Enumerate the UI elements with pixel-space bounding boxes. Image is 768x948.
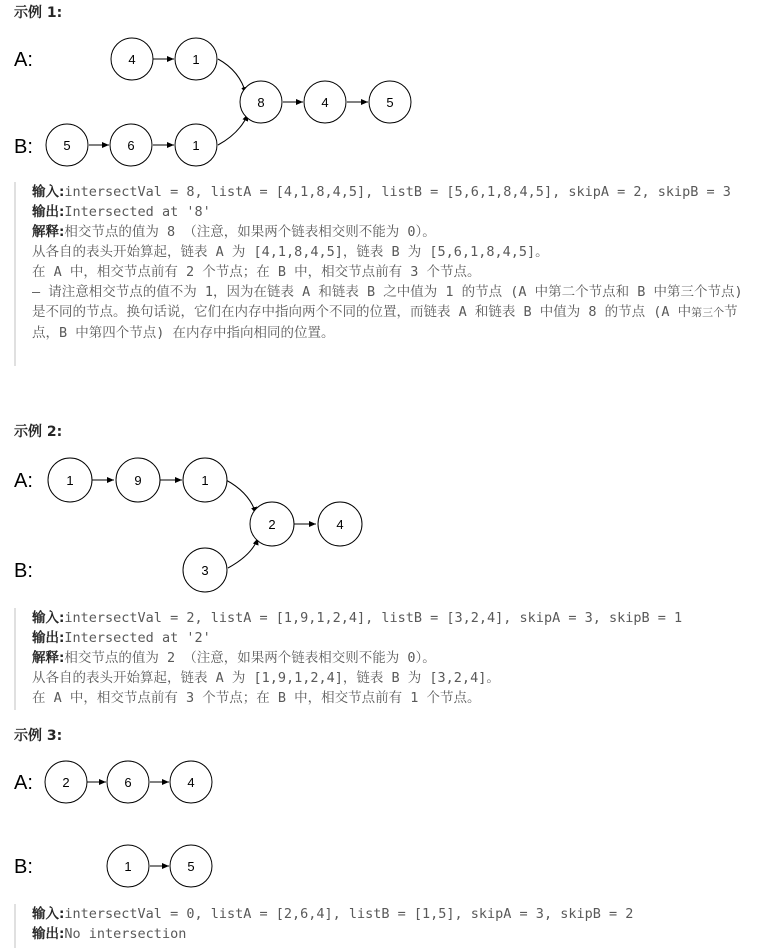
example-3-diagram (0, 750, 260, 904)
node-c2 (318, 502, 362, 546)
svg-text:1: 1 (201, 473, 209, 488)
list-a-label: A: (14, 49, 33, 71)
explain-line (32, 648, 754, 668)
output-line (32, 202, 754, 222)
edge (218, 114, 248, 145)
svg-text:4: 4 (336, 517, 344, 532)
svg-text:1: 1 (192, 52, 200, 67)
input-line (32, 182, 754, 202)
output-value: Intersected at '2' (64, 630, 211, 646)
node-b1 (46, 124, 88, 166)
example-2-block (14, 608, 754, 710)
input-value: intersectVal = 8, listA = [4,1,8,4,5], listB = [5,6,1,8,4,5], skipA = 2, skipB = 3 (64, 184, 731, 200)
list-a-label: A: (14, 470, 33, 492)
svg-text:1: 1 (192, 138, 200, 153)
output-value: No intersection (64, 926, 187, 942)
list-b-label: B: (14, 856, 33, 878)
node-b2 (170, 845, 212, 887)
explain-line (32, 222, 754, 242)
explain-text: 在 A 中，相交节点前有 3 个节点；在 B 中，相交节点前有 1 个节点。 (32, 690, 481, 706)
svg-text:9: 9 (134, 473, 142, 488)
list-b-label: B: (14, 136, 33, 158)
node-a1 (48, 458, 92, 502)
explain-label: 解释: (32, 650, 65, 666)
svg-text:5: 5 (187, 859, 195, 874)
node-a2 (116, 458, 160, 502)
svg-text:3: 3 (201, 563, 209, 578)
svg-text:2: 2 (268, 517, 276, 532)
node-a2 (175, 38, 217, 80)
explain-text: 从各自的表头开始算起，链表 A 为 [4,1,8,4,5]，链表 B 为 [5,6,1,8,4,5]。 (32, 244, 549, 260)
example-3-block (14, 904, 754, 948)
node-c1 (240, 81, 282, 123)
output-label: 输出: (32, 204, 65, 220)
example-1-title: 示例 1: (14, 5, 63, 21)
node-c1 (250, 502, 294, 546)
output-value: Intersected at '8' (64, 204, 211, 220)
output-label: 输出: (32, 630, 65, 646)
example-1-diagram (0, 26, 440, 180)
example-1-block (14, 182, 754, 366)
output-label: 输出: (32, 926, 65, 942)
node-a3 (170, 761, 212, 803)
input-line (32, 608, 754, 628)
svg-text:8: 8 (257, 95, 265, 110)
node-c3 (369, 81, 411, 123)
edge (218, 59, 246, 94)
output-line (32, 628, 754, 648)
node-b2 (110, 124, 152, 166)
node-c2 (304, 81, 346, 123)
list-a-label: A: (14, 772, 33, 794)
explain-text: 相交节点的值为 2 （注意，如果两个链表相交则不能为 0）。 (64, 650, 436, 666)
input-label: 输入: (32, 184, 65, 200)
node-a1 (45, 761, 87, 803)
list-b-label: B: (14, 560, 33, 582)
input-label: 输入: (32, 610, 65, 626)
explain-label: 解释: (32, 224, 65, 240)
example-2-diagram (0, 448, 400, 602)
input-line (32, 904, 754, 924)
svg-text:4: 4 (128, 52, 136, 67)
node-b1 (107, 845, 149, 887)
explain-text: 从各自的表头开始算起，链表 A 为 [1,9,1,2,4]，链表 B 为 [3,2,4]。 (32, 670, 500, 686)
edge (228, 538, 258, 568)
explain-text: 相交节点的值为 8 （注意，如果两个链表相交则不能为 0）。 (64, 224, 436, 240)
node-a3 (183, 458, 227, 502)
svg-text:1: 1 (124, 859, 132, 874)
example-3-title: 示例 3: (14, 728, 63, 744)
input-label: 输入: (32, 906, 65, 922)
output-line (32, 924, 754, 944)
svg-text:6: 6 (127, 138, 135, 153)
node-b1 (183, 548, 227, 592)
svg-text:4: 4 (321, 95, 329, 110)
node-a2 (107, 761, 149, 803)
svg-text:5: 5 (63, 138, 71, 153)
svg-text:2: 2 (62, 775, 70, 790)
input-value: intersectVal = 2, listA = [1,9,1,2,4], listB = [3,2,4], skipA = 3, skipB = 1 (64, 610, 683, 626)
svg-text:4: 4 (187, 775, 195, 790)
edge (226, 480, 256, 514)
input-value: intersectVal = 0, listA = [2,6,4], listB = [1,5], skipA = 3, skipB = 2 (64, 906, 634, 922)
explain-text: 在 A 中，相交节点前有 2 个节点；在 B 中，相交节点前有 3 个节点。 (32, 264, 481, 280)
svg-text:5: 5 (386, 95, 394, 110)
svg-text:1: 1 (66, 473, 74, 488)
explain-note: — 请注意相交节点的值不为 1，因为在链表 A 和链表 B 之中值为 1 的节点 (A 中第二个节点和 B 中第三个节点) 是不同的节点。换句话说，它们在内存中指向两个不同的位置，而链表 A 和链表 B 中值为 8 的节点 (A 中第三个节点，B 中第四个节点) 在内存中指向相同的位置。 (32, 284, 751, 341)
node-a1 (111, 38, 153, 80)
node-b3 (175, 124, 217, 166)
example-2-title: 示例 2: (14, 424, 63, 440)
svg-text:6: 6 (124, 775, 132, 790)
